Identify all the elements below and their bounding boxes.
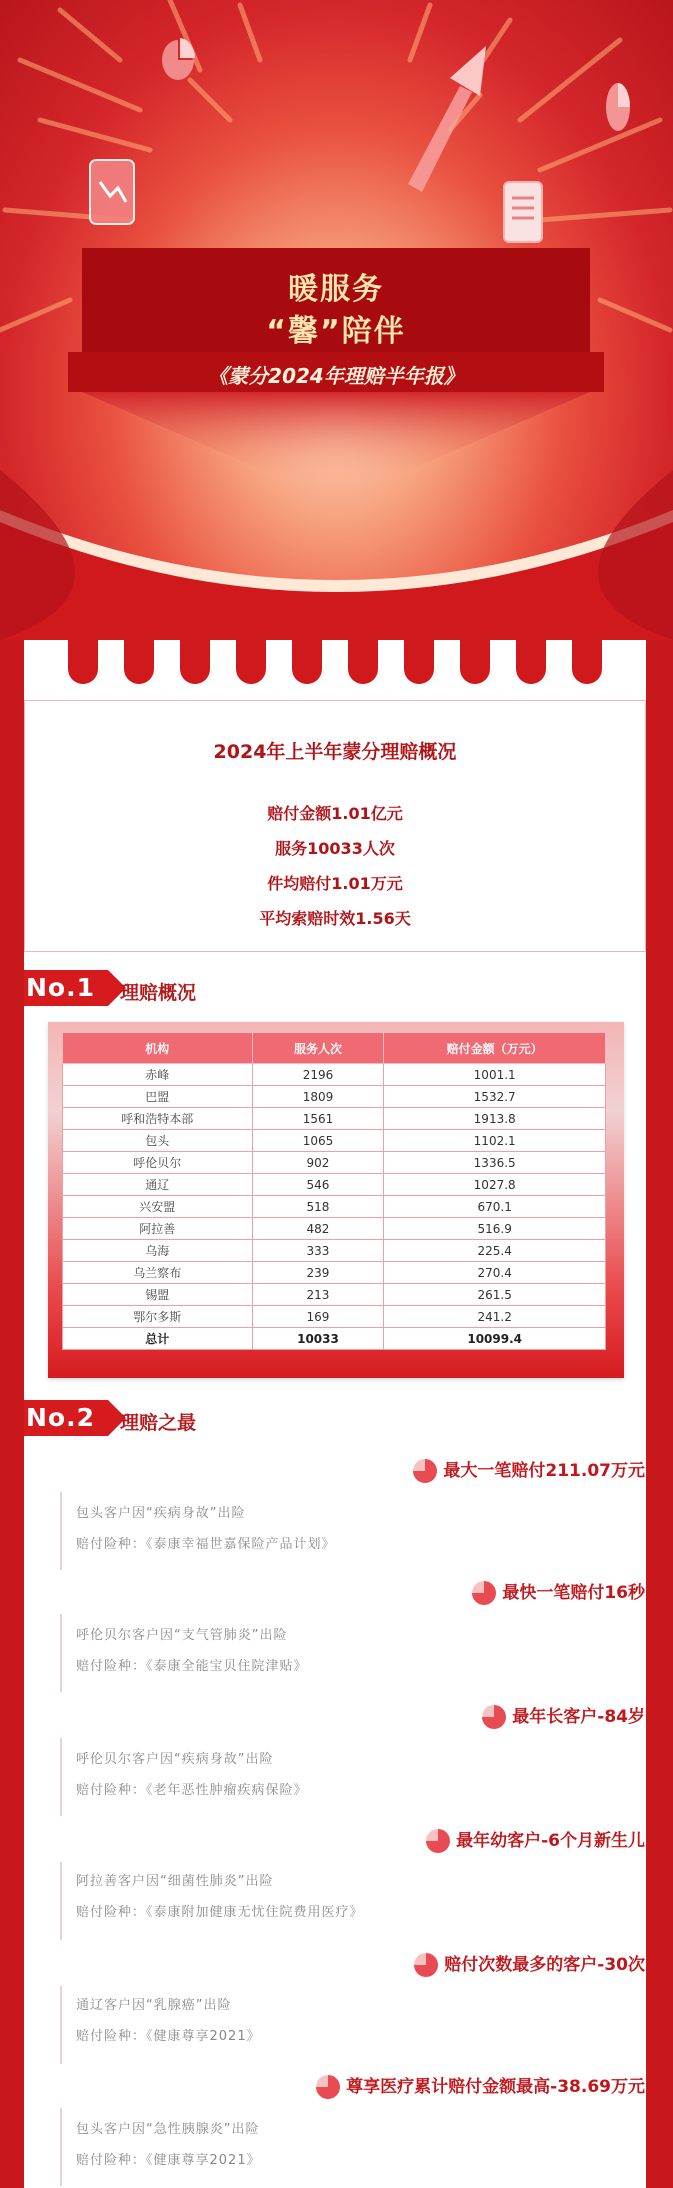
table-row (63, 1108, 606, 1130)
scallop-tab (516, 640, 546, 684)
table-cell: 546 (252, 1174, 384, 1196)
table-cell: 670.1 (384, 1196, 606, 1218)
hero-title-line1: 暖服务 (288, 272, 384, 307)
table-cell: 包头 (63, 1130, 253, 1152)
table-row (63, 1064, 606, 1086)
table-total-row (63, 1328, 606, 1350)
table-row (63, 1306, 606, 1328)
hero-arc (0, 440, 673, 640)
table-cell: 1027.8 (384, 1174, 606, 1196)
table-cell: 兴安盟 (63, 1196, 253, 1218)
pie-chart-icon-small (604, 80, 632, 134)
hero-subtitle: 《蒙分2024年理赔半年报》 (208, 364, 464, 388)
document-icon (500, 178, 546, 248)
table-cell: 10033 (252, 1328, 384, 1350)
table-row (63, 1262, 606, 1284)
record-detail-cause: 呼伦贝尔客户因“疾病身故”出险 (76, 1752, 274, 1767)
table-cell: 333 (252, 1240, 384, 1262)
scallop-tab (460, 640, 490, 684)
table-row (63, 1240, 606, 1262)
table-cell: 1065 (252, 1130, 384, 1152)
table-cell: 呼和浩特本部 (63, 1108, 253, 1130)
summary-line: 赔付金额1.01亿元 (267, 804, 403, 823)
item-divider-line (60, 1986, 62, 2064)
table-cell: 1102.1 (384, 1130, 606, 1152)
table-row (63, 1130, 606, 1152)
card-scallop-top (24, 640, 646, 700)
item-divider-line (60, 1862, 62, 1940)
summary-title: 2024年上半年蒙分理赔概况 (213, 741, 457, 763)
pie-chart-icon (160, 36, 196, 84)
table-header-cell: 赔付金额（万元） (384, 1033, 606, 1064)
table-cell: 482 (252, 1218, 384, 1240)
table-cell: 1561 (252, 1108, 384, 1130)
table-cell: 1336.5 (384, 1152, 606, 1174)
table-cell: 516.9 (384, 1218, 606, 1240)
table-cell: 乌兰察布 (63, 1262, 253, 1284)
table-cell: 呼伦贝尔 (63, 1152, 253, 1174)
scallop-tab (68, 640, 98, 684)
table-cell: 902 (252, 1152, 384, 1174)
record-heading-text: 最年幼客户-6个月新生儿 (456, 1831, 645, 1851)
table-cell: 241.2 (384, 1306, 606, 1328)
scallop-tab (180, 640, 210, 684)
table-row (63, 1196, 606, 1218)
trend-arrow-icon (400, 44, 490, 194)
table-cell: 1809 (252, 1086, 384, 1108)
section2-title: 理赔之最 (120, 1412, 197, 1434)
record-detail-cause: 呼伦贝尔客户因“支气管肺炎”出险 (76, 1628, 288, 1643)
table-cell: 锡盟 (63, 1284, 253, 1306)
table-cell: 1913.8 (384, 1108, 606, 1130)
record-detail-product: 赔付险种：《泰康附加健康无忧住院费用医疗》 (76, 1905, 364, 1920)
claims-table (62, 1032, 606, 1350)
summary-card (24, 700, 646, 952)
pie-chart-icon (426, 1829, 450, 1853)
record-heading (472, 1578, 645, 1605)
record-heading (414, 1950, 645, 1977)
record-detail-cause: 阿拉善客户因“细菌性肺炎”出险 (76, 1874, 274, 1889)
pie-chart-icon (316, 2075, 340, 2099)
summary-line: 件均赔付1.01万元 (267, 874, 403, 893)
table-cell: 10099.4 (384, 1328, 606, 1350)
record-detail-cause: 通辽客户因“乳腺癌”出险 (76, 1998, 232, 2013)
chart-card-icon (86, 156, 138, 228)
record-heading-text: 最年长客户-84岁 (512, 1707, 645, 1727)
scallop-tab (572, 640, 602, 684)
hero-banner (0, 0, 673, 640)
item-divider-line (60, 1492, 62, 1570)
section1-title: 理赔概况 (120, 982, 197, 1004)
record-detail-product: 赔付险种：《健康尊享2021》 (76, 2153, 261, 2168)
table-header-cell: 服务人次 (252, 1033, 384, 1064)
table-cell: 巴盟 (63, 1086, 253, 1108)
table-cell: 阿拉善 (63, 1218, 253, 1240)
record-heading (426, 1826, 645, 1853)
scallop-tab (348, 640, 378, 684)
record-heading-text: 最快一笔赔付16秒 (502, 1583, 645, 1603)
item-divider-line (60, 2108, 62, 2186)
table-cell: 乌海 (63, 1240, 253, 1262)
table-cell: 1532.7 (384, 1086, 606, 1108)
record-heading-text: 尊享医疗累计赔付金额最高-38.69万元 (346, 2077, 645, 2097)
table-cell: 1001.1 (384, 1064, 606, 1086)
table-cell: 鄂尔多斯 (63, 1306, 253, 1328)
scallop-tab (292, 640, 322, 684)
record-heading (482, 1702, 645, 1729)
table-cell: 总计 (63, 1328, 253, 1350)
table-cell: 赤峰 (63, 1064, 253, 1086)
record-detail-cause: 包头客户因“急性胰腺炎”出险 (76, 2122, 260, 2137)
record-heading (316, 2072, 645, 2099)
subtitle-band (68, 352, 604, 392)
table-cell: 239 (252, 1262, 384, 1284)
pie-chart-icon (414, 1953, 438, 1977)
table-cell: 通辽 (63, 1174, 253, 1196)
table-cell: 2196 (252, 1064, 384, 1086)
record-detail-product: 赔付险种：《老年恶性肿瘤疾病保险》 (76, 1783, 308, 1798)
section2-badge: No.2 (24, 1400, 108, 1436)
summary-line: 服务10033人次 (275, 839, 395, 858)
record-heading-text: 最大一笔赔付211.07万元 (443, 1461, 645, 1481)
table-cell: 518 (252, 1196, 384, 1218)
table-cell: 225.4 (384, 1240, 606, 1262)
hero-title-line2: “馨”陪伴 (266, 314, 406, 349)
title-box (82, 248, 590, 356)
table-row (63, 1086, 606, 1108)
record-detail-product: 赔付险种：《健康尊享2021》 (76, 2029, 261, 2044)
pie-chart-icon (413, 1459, 437, 1483)
pie-chart-icon (472, 1581, 496, 1605)
pie-chart-icon (482, 1705, 506, 1729)
table-cell: 270.4 (384, 1262, 606, 1284)
table-row (63, 1284, 606, 1306)
table-row (63, 1174, 606, 1196)
table-cell: 213 (252, 1284, 384, 1306)
record-detail-product: 赔付险种：《泰康全能宝贝住院津贴》 (76, 1659, 308, 1674)
scallop-tab (236, 640, 266, 684)
section1-badge: No.1 (24, 970, 108, 1006)
table-header-row (63, 1033, 606, 1064)
table-row (63, 1218, 606, 1240)
table-cell: 169 (252, 1306, 384, 1328)
scallop-tab (404, 640, 434, 684)
record-detail-product: 赔付险种：《泰康幸福世嘉保险产品计划》 (76, 1537, 336, 1552)
table-header-cell: 机构 (63, 1033, 253, 1064)
item-divider-line (60, 1614, 62, 1692)
scallop-tab (124, 640, 154, 684)
table-cell: 261.5 (384, 1284, 606, 1306)
table-row (63, 1152, 606, 1174)
summary-line: 平均索赔时效1.56天 (259, 909, 411, 928)
record-heading-text: 赔付次数最多的客户-30次 (444, 1955, 645, 1975)
record-detail-cause: 包头客户因“疾病身故”出险 (76, 1506, 246, 1521)
item-divider-line (60, 1738, 62, 1816)
record-heading (413, 1456, 645, 1483)
